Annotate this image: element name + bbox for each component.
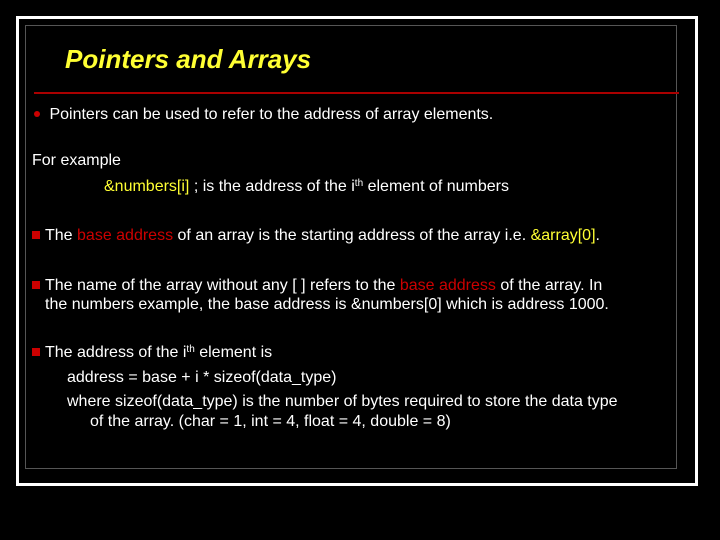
example-label: For example bbox=[32, 152, 121, 169]
slide-title: Pointers and Arrays bbox=[65, 44, 312, 74]
bullet-2 bbox=[32, 227, 600, 245]
square-bullet-icon bbox=[32, 231, 40, 239]
bullet-4-formula: address = base + i * sizeof(data_type) bbox=[67, 369, 337, 386]
example-code: &numbers[i] bbox=[104, 178, 190, 195]
bullet-2-mid: of an array is the starting address of the array i.e. bbox=[173, 227, 531, 244]
example-end: element of numbers bbox=[363, 178, 509, 195]
bullet-4-end: element is bbox=[194, 344, 273, 361]
bullet-3-pre: The name of the array without any [ ] refers to the bbox=[45, 277, 400, 294]
round-bullet-icon bbox=[34, 111, 40, 117]
bullet-2-code: &array[0] bbox=[530, 227, 596, 244]
example-mid: ; is the address of the i bbox=[189, 178, 355, 195]
bullet-1 bbox=[34, 106, 493, 124]
bullet-3-end: of the array. In bbox=[495, 277, 603, 294]
title-rule bbox=[34, 92, 679, 94]
bullet-2-pre: The bbox=[45, 227, 78, 244]
square-bullet-icon bbox=[32, 348, 40, 356]
example-sup: th bbox=[354, 178, 364, 189]
bullet-2-end: . bbox=[595, 227, 600, 244]
bullet-4-sizes: of the array. (char = 1, int = 4, float = 4, double = 8) bbox=[90, 413, 451, 430]
bullet-3-highlight: base address bbox=[399, 277, 496, 294]
bullet-4-pre: The address of the i bbox=[45, 344, 187, 361]
bullet-3-line-2: the numbers example, the base address is &numbers[0] which is address 1000. bbox=[45, 296, 609, 313]
square-bullet-icon bbox=[32, 281, 40, 289]
bullet-2-highlight: base address bbox=[77, 227, 174, 244]
bullet-4-where: where sizeof(data_type) is the number of bytes required to store the data type bbox=[67, 393, 618, 410]
bullet-4 bbox=[32, 344, 272, 362]
example-line bbox=[104, 178, 509, 196]
bullet-1-text: Pointers can be used to refer to the address of array elements. bbox=[49, 106, 494, 123]
bullet-3 bbox=[32, 277, 602, 295]
bullet-4-sup: th bbox=[186, 344, 195, 355]
